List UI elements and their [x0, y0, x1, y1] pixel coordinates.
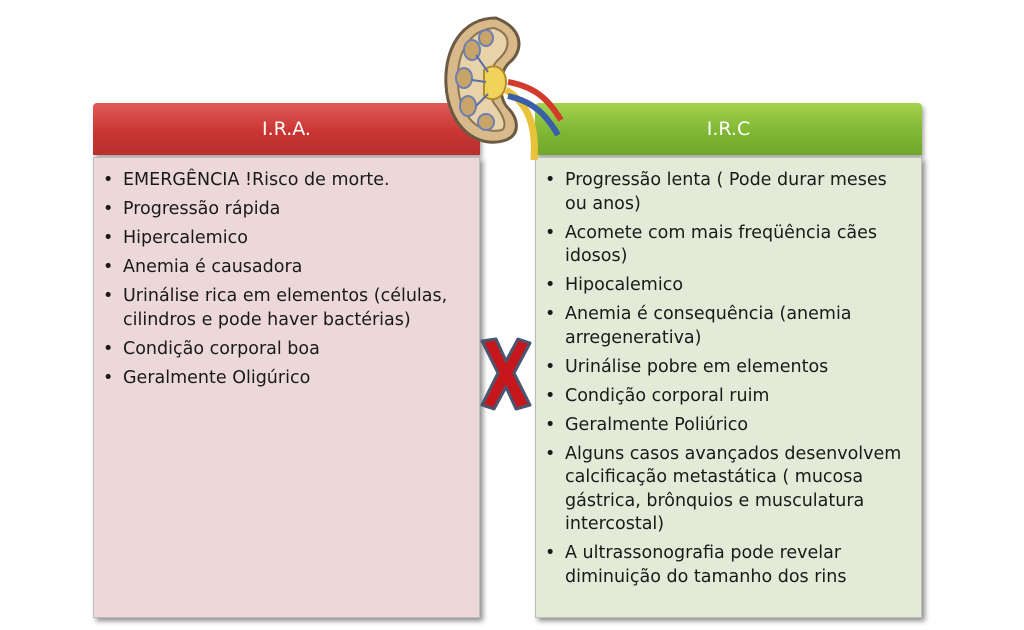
ira-item: • Anemia é causadora	[103, 256, 471, 280]
irc-title: I.R.C	[706, 118, 751, 140]
ira-item: • EMERGÊNCIA !Risco de morte.	[103, 169, 471, 193]
ira-item: • Progressão rápida	[103, 198, 471, 222]
irc-item: • Geralmente Poliúrico	[545, 414, 913, 438]
irc-item: • Hipocalemico	[545, 274, 913, 298]
irc-list	[536, 158, 921, 589]
irc-item: • A ultrassonografia pode revelar diminuição do tamanho dos rins	[545, 542, 913, 589]
irc-item: • Urinálise pobre em elementos	[545, 356, 913, 380]
irc-panel	[535, 157, 922, 618]
ira-header	[93, 103, 480, 155]
ira-panel	[93, 157, 480, 618]
ira-item: • Condição corporal boa	[103, 338, 471, 362]
irc-item: • Anemia é consequência (anemia arregenerativa)	[545, 303, 913, 350]
irc-item: • Progressão lenta ( Pode durar meses ou anos)	[545, 169, 913, 216]
red-x-icon	[478, 335, 534, 411]
irc-header	[535, 103, 922, 155]
irc-item: • Acomete com mais freqüência cães idosos)	[545, 222, 913, 269]
ira-item: • Geralmente Oligúrico	[103, 367, 471, 391]
ira-list	[94, 158, 479, 390]
irc-item: • Condição corporal ruim	[545, 385, 913, 409]
ira-title: I.R.A.	[262, 118, 311, 140]
ira-item: • Hipercalemico	[103, 227, 471, 251]
ira-item: • Urinálise rica em elementos (células, cilindros e pode haver bactérias)	[103, 285, 471, 332]
irc-item: • Alguns casos avançados desenvolvem calcificação metastática ( mucosa gástrica, brônquios e musculatura intercostal)	[545, 443, 913, 537]
kidney-icon	[436, 10, 566, 160]
